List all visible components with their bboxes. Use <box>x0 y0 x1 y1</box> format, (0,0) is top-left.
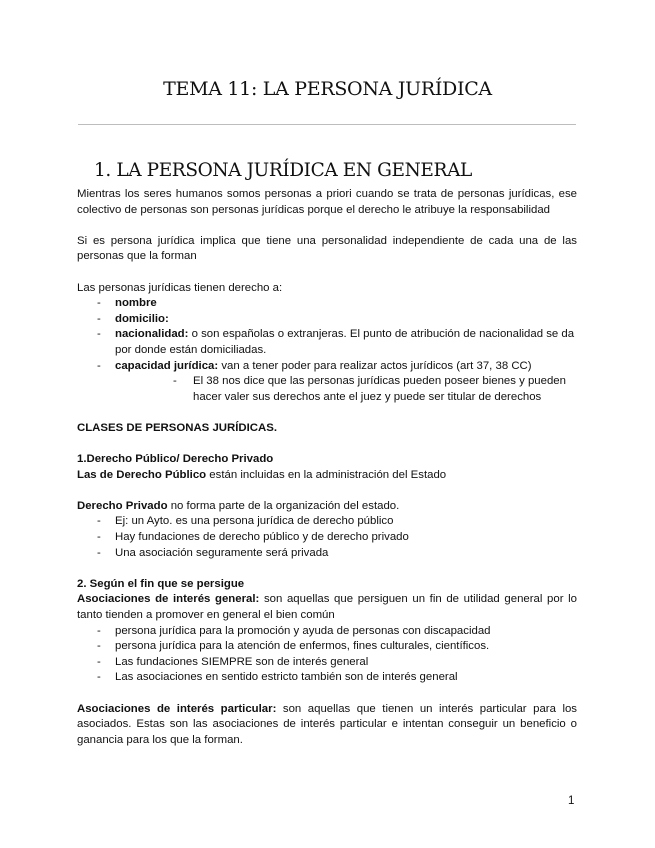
list-item: - El 38 nos dice que las personas jurídicas pueden poseer bienes y pueden hacer valer sus derechos ante el juez y puede ser titular de derechos <box>115 374 577 405</box>
list-item: - persona jurídica para la atención de enfermos, fines culturales, científicos. <box>77 639 577 655</box>
list-item: - Ej: un Ayto. es una persona jurídica de derecho público <box>77 514 577 530</box>
paragraph-personality: Si es persona jurídica implica que tiene una personalidad independiente de cada una de las personas que la forman <box>77 234 577 263</box>
privado-line: Derecho Privado no forma parte de la organización del estado. <box>77 499 400 512</box>
rights-term: domicilio: <box>115 312 169 325</box>
rights-term: capacidad jurídica: <box>115 359 219 372</box>
particular-interest-para: Asociaciones de interés particular: son aquellas que tienen un interés particular para los asociados. Estas son las asociaciones de interés particular e intentan conseguir un beneficio o ganancia para los que la forman. <box>77 702 578 746</box>
list-item: - Una asociación seguramente será privada <box>77 546 577 562</box>
group1-list <box>77 514 577 561</box>
capacity-sublist <box>115 374 577 405</box>
group2-list <box>77 624 577 686</box>
list-item: - Las fundaciones SIEMPRE son de interés general <box>77 655 577 671</box>
list-item: - persona jurídica para la promoción y ayuda de personas con discapacidad <box>77 624 577 640</box>
general-interest-para: Asociaciones de interés general: son aquellas que persiguen un fin de utilidad general por lo tanto tienden a promover en general el bien común <box>77 593 578 622</box>
list-item <box>77 359 577 406</box>
rights-term: nombre <box>115 297 157 310</box>
section-heading: 1. LA PERSONA JURÍDICA EN GENERAL <box>94 160 472 181</box>
page-number: 1 <box>568 795 575 807</box>
classes-heading: CLASES DE PERSONAS JURÍDICAS. <box>77 421 278 434</box>
document-title: TEMA 11: LA PERSONA JURÍDICA <box>163 78 492 100</box>
paragraph-intro: Mientras los seres humanos somos personas a priori cuando se trata de personas jurídicas, ese colectivo de personas son personas jurídicas porque el derecho le atribuye la responsabilidad <box>77 188 577 216</box>
group1-title: 1.Derecho Público/ Derecho Privado <box>77 453 274 466</box>
list-item: - Hay fundaciones de derecho público y de derecho privado <box>77 530 577 546</box>
rights-intro: Las personas jurídicas tienen derecho a: <box>77 281 283 294</box>
publico-line: Las de Derecho Público están incluidas en la administración del Estado <box>77 468 447 481</box>
body-content <box>77 187 577 748</box>
rights-text: o son españolas o extranjeras. El punto de atribución de nacionalidad se da por donde están domiciliadas. <box>115 328 575 356</box>
rights-text: van a tener poder para realizar actos jurídicos (art 37, 38 CC) <box>218 359 532 372</box>
group2-title: 2. Según el fin que se persigue <box>77 577 245 590</box>
rights-term: nacionalidad: <box>115 328 189 341</box>
title-divider <box>78 124 576 125</box>
list-item <box>77 327 577 358</box>
list-item <box>77 312 577 328</box>
list-item <box>77 296 577 312</box>
list-item: - Las asociaciones en sentido estricto también son de interés general <box>77 670 577 686</box>
rights-list <box>77 296 577 405</box>
